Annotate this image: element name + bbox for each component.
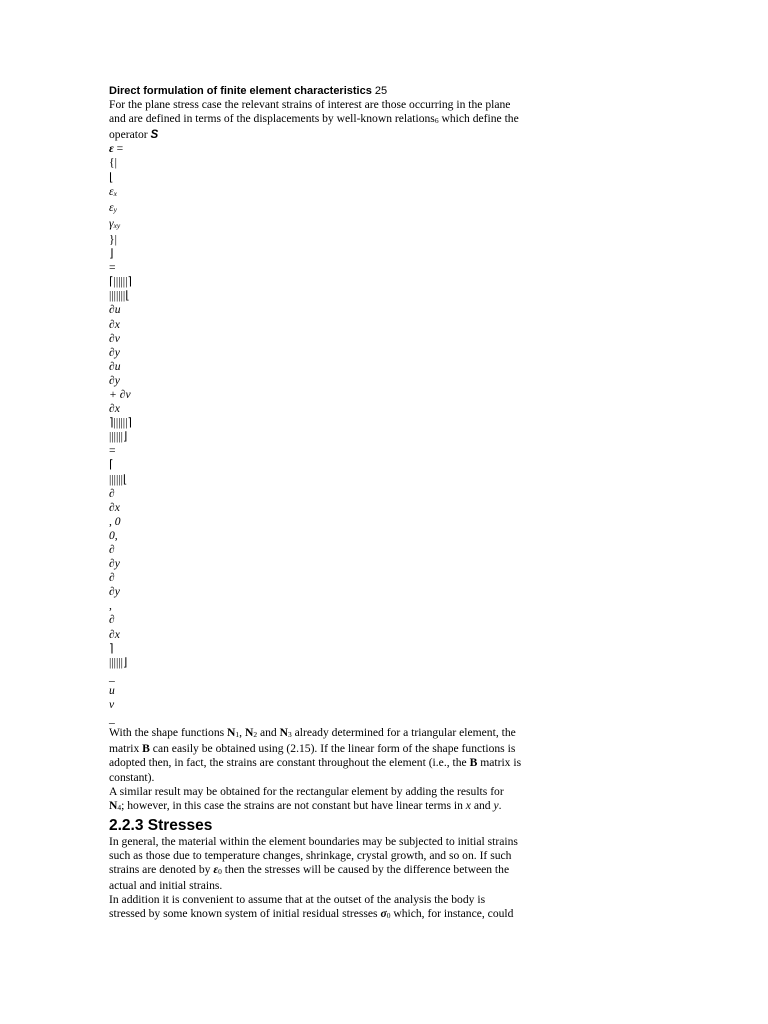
initial-strain-symbol: ε	[213, 862, 219, 876]
right-bracket-group	[109, 642, 579, 670]
right-brace-group	[109, 233, 579, 261]
derivative-term: ∂x	[109, 317, 120, 331]
intro-line-2	[109, 112, 579, 128]
para3-line-3-tail: then the stresses will be caused by the difference between the	[221, 862, 510, 876]
brace-line: ⌊	[109, 170, 114, 184]
strain-components	[109, 185, 579, 233]
strain-subscript: xy	[113, 220, 121, 230]
derivative-term: ∂u	[109, 359, 121, 373]
operator-term: ∂y	[109, 557, 120, 571]
symbol-B-2: B	[469, 756, 478, 770]
bracket-line: ⌈	[109, 458, 114, 472]
symbol-N3: N	[279, 726, 288, 740]
derivative-term: ∂y	[109, 373, 120, 387]
strain-component	[109, 217, 579, 233]
bracket-line: ||||||⌊	[109, 472, 128, 486]
initial-stress-symbol: σ	[380, 907, 387, 921]
strain-vector-symbol: ε	[109, 142, 114, 156]
paragraph-shape-functions	[109, 726, 579, 784]
displacement-term: u	[109, 683, 115, 697]
para1-line-4: constant).	[109, 770, 155, 784]
sub-2: 2	[253, 730, 258, 740]
equals-sign-2: =	[109, 261, 116, 275]
para1-line-3	[109, 756, 579, 770]
operator-term: ∂	[109, 543, 115, 556]
comma-1: ,	[239, 726, 245, 740]
document-page	[109, 84, 579, 923]
symbol-N2: N	[244, 726, 254, 740]
derivative-term: ∂y	[109, 345, 120, 359]
para4-line-1: In addition it is convenient to assume that at the outset of the analysis the body is	[109, 893, 486, 907]
left-brace-group-2	[109, 275, 579, 303]
brace-line: {|	[109, 156, 117, 170]
derivative-terms	[109, 303, 579, 416]
displacement-term: v	[109, 698, 115, 712]
para1-line-3-tail: matrix is	[477, 756, 522, 770]
paragraph-initial-strains	[109, 835, 579, 893]
symbol-N4: N	[109, 798, 118, 812]
sub-0-stress: 0	[386, 911, 391, 921]
strain-symbol: γ	[109, 216, 114, 230]
operator-term: , 0	[109, 514, 121, 528]
strain-subscript: y	[113, 204, 117, 214]
strain-component	[109, 201, 579, 217]
brace-line: ⌋	[109, 247, 114, 261]
var-x: x	[465, 798, 471, 812]
brace-line: |||||||⌊	[109, 289, 130, 303]
bracket-line: ⌉	[109, 641, 114, 655]
header-page-number: 25	[374, 85, 388, 97]
para1-line-1	[109, 726, 579, 742]
strain-subscript: x	[113, 188, 117, 198]
operator-term: ∂	[109, 613, 115, 627]
left-bracket-group	[109, 458, 579, 486]
para1-text: With the shape functions	[109, 726, 228, 740]
derivative-term: ∂v	[109, 331, 120, 345]
para4-line-2	[109, 907, 579, 923]
para1-line-2-tail: can easily be obtained using (2.15). If the linear form of the shape functions is	[149, 742, 516, 756]
para2-line-2	[109, 799, 579, 815]
derivative-term: + ∂v	[109, 387, 131, 401]
derivative-term: ∂x	[109, 402, 120, 416]
brace-line: ⌉||||||⌉	[109, 416, 132, 430]
para1-line-2-text: matrix	[109, 742, 143, 756]
operator-term: ∂	[109, 486, 115, 500]
var-y: y	[493, 798, 499, 812]
equals-sign: =	[113, 142, 124, 156]
strain-symbol: ε	[109, 184, 114, 198]
para4-line-2-text: stressed by some known system of initial residual stresses	[109, 907, 381, 921]
para4-line-2-tail: which, for instance, could	[390, 907, 514, 921]
paragraph-residual-stresses	[109, 893, 579, 923]
displacement-term: _	[109, 712, 115, 726]
brace-line: ||||||⌋	[109, 430, 128, 444]
intro-line-2-tail: which define the	[438, 112, 519, 126]
displacement-term: _	[109, 669, 115, 683]
para3-line-4: actual and initial strains.	[109, 879, 223, 893]
section-heading: 2.2.3 Stresses	[109, 816, 213, 834]
operator-term: ∂x	[109, 500, 120, 514]
intro-line-1: For the plane stress case the relevant strains of interest are those occurring in the plane	[109, 98, 511, 112]
operator-term: ∂x	[109, 627, 120, 641]
derivative-term: ∂u	[109, 303, 121, 317]
para1-tail: already determined for a triangular element, the	[291, 726, 516, 740]
symbol-B: B	[142, 742, 150, 756]
brace-line: ⌈||||||⌉	[109, 275, 132, 289]
sub-0: 0	[218, 866, 222, 876]
sub-3: 3	[288, 730, 292, 740]
para3-line-2: such as those due to temperature changes, shrinkage, crystal growth, and so on. If such	[109, 848, 512, 862]
sub-4: 4	[117, 802, 122, 812]
para3-line-3-text: strains are denoted by	[109, 862, 214, 876]
strain-equation	[109, 142, 579, 726]
equals-sign-3: =	[109, 444, 116, 458]
operator-term: ∂	[109, 571, 115, 585]
symbol-N1: N	[227, 726, 236, 740]
bracket-line: ||||||⌋	[109, 655, 128, 669]
operator-term: ∂y	[109, 585, 120, 599]
right-brace-group-2	[109, 416, 579, 444]
para1-line-2	[109, 742, 579, 756]
operator-term: 0,	[109, 528, 118, 542]
displacement-vector	[109, 670, 579, 726]
left-brace-group	[109, 156, 579, 184]
operator-term: ,	[109, 599, 112, 613]
intro-line-2-text: and are defined in terms of the displacements by well-known relations	[109, 112, 435, 126]
para2-line-2-text: ; however, in this case the strains are not constant but have linear terms in	[121, 798, 466, 812]
equation-lhs	[109, 142, 579, 156]
header-title: Direct formulation of finite element characteristics	[109, 85, 372, 97]
running-header	[109, 84, 579, 98]
para3-line-1: In general, the material within the element boundaries may be subjected to initial strains	[109, 834, 518, 848]
operator-symbol: S	[150, 128, 159, 142]
reference-number: 6	[434, 116, 439, 126]
and-text-2: and	[470, 798, 494, 812]
intro-line-3-text: operator	[109, 128, 148, 142]
para2-line-1: A similar result may be obtained for the rectangular element by adding the results for	[109, 784, 504, 798]
and-text: and	[257, 726, 280, 740]
intro-line-3	[109, 128, 579, 142]
strain-component	[109, 185, 579, 201]
period: .	[498, 798, 502, 812]
strain-symbol: ε	[109, 200, 114, 214]
para3-line-3	[109, 863, 579, 879]
paragraph-rectangular-element	[109, 785, 579, 815]
sub-1: 1	[235, 730, 240, 740]
brace-line: }|	[109, 232, 117, 246]
para1-line-3-text: adopted then, in fact, the strains are constant throughout the element (i.e., the	[109, 756, 470, 770]
operator-matrix-terms	[109, 487, 579, 642]
